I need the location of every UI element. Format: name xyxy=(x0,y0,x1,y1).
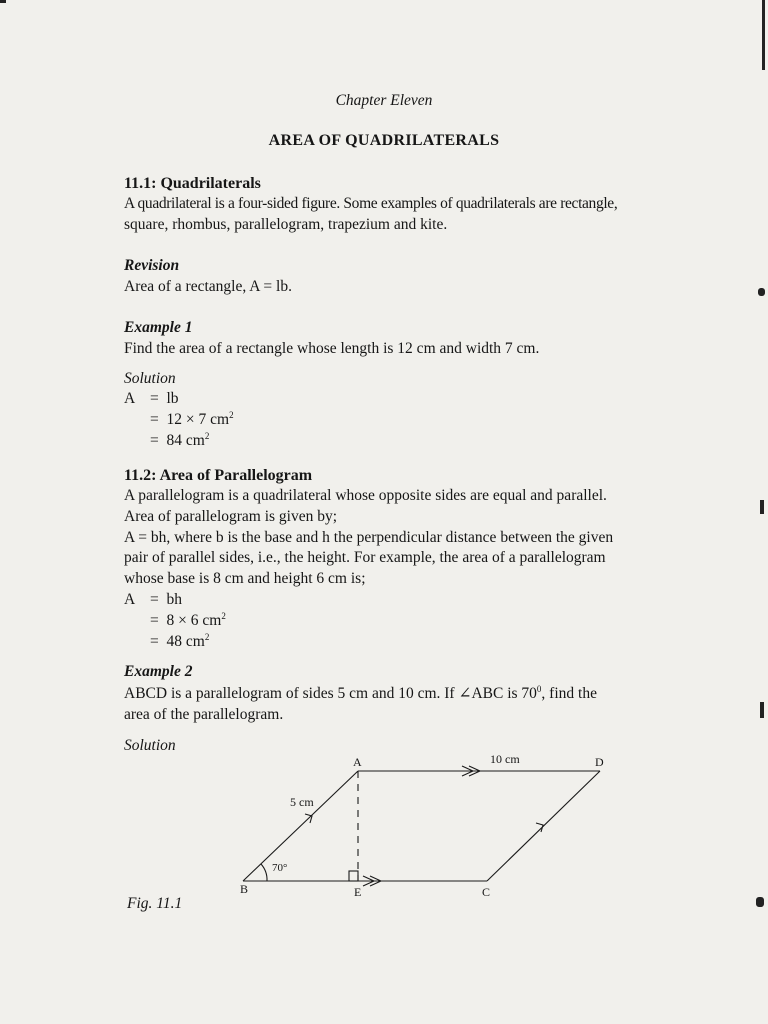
paragraph-line: Area of parallelogram is given by; xyxy=(124,508,338,525)
question-text: ABCD is a parallelogram of sides 5 cm and 10 cm. If ∠ABC is 70 xyxy=(124,685,537,702)
vertex-label-D: D xyxy=(595,755,604,769)
equals-sign: = xyxy=(150,633,159,650)
solution-label: Solution xyxy=(124,737,176,754)
section-heading-quadrilaterals: 11.1: Quadrilaterals xyxy=(124,175,261,192)
question-text-end: , find the xyxy=(541,685,597,702)
chapter-label: Chapter Eleven xyxy=(335,92,433,109)
exponent: 2 xyxy=(229,409,234,420)
chapter-title: AREA OF QUADRILATERALS xyxy=(268,132,500,149)
solution-label: Solution xyxy=(124,370,176,387)
paragraph-line: whose base is 8 cm and height 6 cm is; xyxy=(124,570,366,587)
equals-sign: = xyxy=(150,591,159,608)
paragraph-line: A parallelogram is a quadrilateral whose opposite sides are equal and parallel. xyxy=(124,487,607,504)
example-2-heading: Example 2 xyxy=(124,663,193,680)
equals-sign: = xyxy=(150,411,159,428)
revision-text: Area of a rectangle, A = lb. xyxy=(124,278,292,295)
equation-lhs: A xyxy=(124,390,136,407)
exponent: 2 xyxy=(204,430,210,441)
paragraph-line: square, rhombus, parallelogram, trapezium and kite. xyxy=(124,216,448,233)
paragraph-line: A = bh, where b is the base and h the perpendicular distance between the given xyxy=(124,529,614,546)
vertex-label-C: C xyxy=(482,885,491,899)
vertex-label-A: A xyxy=(353,755,362,769)
side-DC xyxy=(487,771,600,881)
equation-lhs: A xyxy=(124,591,136,608)
equation-step: lb xyxy=(166,390,179,407)
example-1-question: Find the area of a rectangle whose length is 12 cm and width 7 cm. xyxy=(124,340,540,357)
equals-sign: = xyxy=(150,432,159,449)
equation-step: 84 cm xyxy=(166,432,205,449)
vertex-label-E: E xyxy=(354,885,362,899)
example-2-question-line: area of the parallelogram. xyxy=(124,706,284,723)
angle-arc-ABC xyxy=(261,864,267,881)
paragraph-line: pair of parallel sides, i.e., the height. For example, the area of a parallelogram xyxy=(124,549,606,566)
vertex-label-B: B xyxy=(240,882,249,896)
equals-sign: = xyxy=(150,390,159,407)
side-AB xyxy=(243,771,358,881)
equals-sign: = xyxy=(150,612,159,629)
angle-label-ABC: 70° xyxy=(272,862,288,874)
exponent: 2 xyxy=(204,631,210,642)
example-1-heading: Example 1 xyxy=(124,319,193,336)
equation-step: 48 cm xyxy=(166,633,205,650)
figure-caption: Fig. 11.1 xyxy=(127,895,183,912)
right-angle-marker xyxy=(349,871,358,881)
paragraph-line: A quadrilateral is a four-sided figure. Some examples of quadrilaterals are rectangle, xyxy=(124,195,618,212)
length-label-AD: 10 cm xyxy=(490,752,520,766)
equation-step: bh xyxy=(166,591,182,608)
exponent: 2 xyxy=(221,610,226,621)
degree-superscript: 0 xyxy=(536,683,542,694)
length-label-AB: 5 cm xyxy=(290,795,314,809)
section-heading-parallelogram: 11.2: Area of Parallelogram xyxy=(124,467,313,484)
revision-heading: Revision xyxy=(124,257,180,274)
equation-step: 12 × 7 cm xyxy=(166,411,230,428)
equation-step: 8 × 6 cm xyxy=(166,612,222,629)
